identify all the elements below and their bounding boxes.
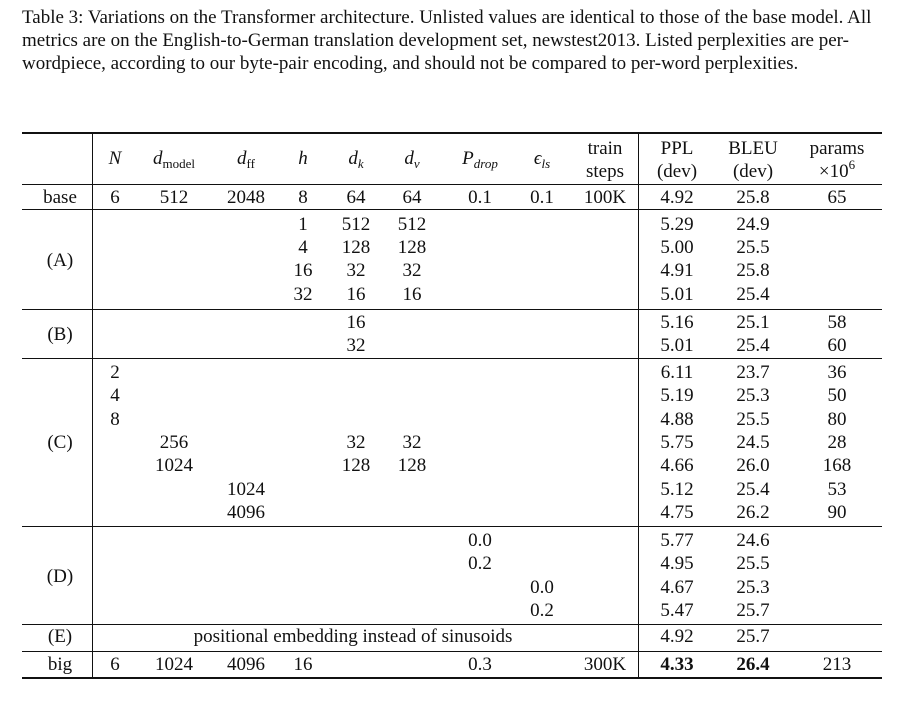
table-cell: 5.75 xyxy=(660,432,694,453)
header-n: N xyxy=(108,148,122,169)
table-caption: Table 3: Variations on the Transformer architecture. Unlisted values are identical to those of the base model. All metrics are on the English-to-German translation development set, newstest2013. Listed perplexities are per-wordpiece, according to our byte-pair encoding, and should not be compared to per-word perplexities. xyxy=(22,7,872,74)
table-cell: 128 xyxy=(397,455,427,476)
table-cell: 6 xyxy=(110,187,120,208)
table-cell: 5.12 xyxy=(660,479,694,500)
table-cell: 32 xyxy=(402,432,422,453)
table-cell: 5.01 xyxy=(660,335,694,356)
table-cell: 16 xyxy=(293,260,313,281)
group-label-big: big xyxy=(47,654,73,675)
table-cell: 0.3 xyxy=(468,654,492,675)
table-cell: 16 xyxy=(293,654,313,675)
table-cell: 168 xyxy=(822,455,852,476)
group-label-base: base xyxy=(43,187,77,208)
table-cell: 2048 xyxy=(227,187,265,208)
table-cell-note: positional embedding instead of sinusoids xyxy=(193,626,513,647)
group-e-rule xyxy=(22,651,882,652)
table-cell: 5.00 xyxy=(660,237,694,258)
header-train: train xyxy=(587,138,623,159)
table-cell-best: 26.4 xyxy=(736,654,770,675)
header-dv: $d_v$ xyxy=(404,148,420,171)
table-cell: 0.0 xyxy=(468,530,492,551)
table-cell: 32 xyxy=(293,284,313,305)
table-cell: 32 xyxy=(346,260,366,281)
right-separator xyxy=(638,132,639,678)
table-cell: 1024 xyxy=(155,654,193,675)
header-ppl: PPL xyxy=(660,138,694,159)
table-cell: 24.9 xyxy=(736,214,770,235)
header-params: params xyxy=(809,138,865,159)
table-cell: 25.4 xyxy=(736,479,770,500)
table-cell: 24.6 xyxy=(736,530,770,551)
header-els: $\epsilon_{ls}$ xyxy=(533,148,551,171)
table-cell: 28 xyxy=(827,432,847,453)
table-cell: 25.8 xyxy=(736,187,770,208)
group-b-rule xyxy=(22,358,882,359)
header-pdrop: $P_{drop}$ xyxy=(462,148,498,171)
table-cell: 32 xyxy=(346,432,366,453)
table-cell: 512 xyxy=(341,214,371,235)
table-cell: 5.01 xyxy=(660,284,694,305)
group-label-a: (A) xyxy=(46,250,74,271)
table-cell: 64 xyxy=(402,187,422,208)
table-cell: 16 xyxy=(402,284,422,305)
table-cell: 4 xyxy=(110,385,120,406)
header-dmodel: $d_{model}$ xyxy=(153,148,195,171)
table-cell: 90 xyxy=(827,502,847,523)
table-cell: 2 xyxy=(110,362,120,383)
table-cell: 64 xyxy=(346,187,366,208)
table-cell: 16 xyxy=(346,312,366,333)
table-cell: 25.5 xyxy=(736,409,770,430)
table-cell: 5.47 xyxy=(660,600,694,621)
table-cell: 16 xyxy=(346,284,366,305)
table-cell: 8 xyxy=(298,187,308,208)
table-cell: 100K xyxy=(583,187,627,208)
table-cell: 25.5 xyxy=(736,237,770,258)
table-cell: 25.3 xyxy=(736,385,770,406)
table-cell: 25.8 xyxy=(736,260,770,281)
table-cell: 4.92 xyxy=(660,187,694,208)
table-cell: 300K xyxy=(583,654,627,675)
table-cell: 65 xyxy=(827,187,847,208)
table-cell: 4.66 xyxy=(660,455,694,476)
table-cell: 128 xyxy=(341,455,371,476)
header-params-scale: $\times 10^6$ xyxy=(818,157,856,182)
table-cell: 512 xyxy=(159,187,189,208)
group-label-d: (D) xyxy=(46,566,74,587)
group-label-b: (B) xyxy=(47,324,73,345)
table-cell: 1 xyxy=(298,214,308,235)
group-d-rule xyxy=(22,624,882,625)
table-cell: 25.1 xyxy=(736,312,770,333)
header-bleu-dev: (dev) xyxy=(732,161,774,182)
header-dk: $d_k$ xyxy=(348,148,364,171)
table-cell: 25.7 xyxy=(736,626,770,647)
table-cell: 0.0 xyxy=(530,577,554,598)
table-cell: 4 xyxy=(298,237,308,258)
table-cell: 25.4 xyxy=(736,284,770,305)
left-separator xyxy=(92,132,93,678)
table-cell: 50 xyxy=(827,385,847,406)
table-cell: 128 xyxy=(341,237,371,258)
table-cell: 25.7 xyxy=(736,600,770,621)
table-cell: 512 xyxy=(397,214,427,235)
header-bleu: BLEU xyxy=(728,138,778,159)
table-cell: 4096 xyxy=(227,502,265,523)
header-steps: steps xyxy=(586,161,624,182)
table-cell: 4.95 xyxy=(660,553,694,574)
table-cell: 60 xyxy=(827,335,847,356)
header-dff: $d_{ff}$ xyxy=(237,148,255,171)
table-cell: 1024 xyxy=(227,479,265,500)
table-cell: 0.1 xyxy=(468,187,492,208)
table-cell: 5.29 xyxy=(660,214,694,235)
table-cell: 5.16 xyxy=(660,312,694,333)
table-cell: 4.88 xyxy=(660,409,694,430)
table-cell: 4.92 xyxy=(660,626,694,647)
table-cell: 25.3 xyxy=(736,577,770,598)
table-cell: 6.11 xyxy=(660,362,694,383)
table-cell: 36 xyxy=(827,362,847,383)
table-cell: 0.2 xyxy=(530,600,554,621)
header-rule xyxy=(22,184,882,185)
table-cell: 1024 xyxy=(155,455,193,476)
table-cell: 25.5 xyxy=(736,553,770,574)
table-cell: 26.0 xyxy=(736,455,770,476)
top-rule xyxy=(22,132,882,134)
group-label-c: (C) xyxy=(47,432,73,453)
table-cell: 53 xyxy=(827,479,847,500)
group-a-rule xyxy=(22,309,882,310)
table-cell: 6 xyxy=(110,654,120,675)
table-cell: 32 xyxy=(402,260,422,281)
table-cell: 80 xyxy=(827,409,847,430)
table-cell: 213 xyxy=(822,654,852,675)
table-cell: 23.7 xyxy=(736,362,770,383)
base-rule xyxy=(22,209,882,210)
header-ppl-dev: (dev) xyxy=(656,161,698,182)
table-cell: 4.67 xyxy=(660,577,694,598)
table-cell: 128 xyxy=(397,237,427,258)
group-c-rule xyxy=(22,526,882,527)
table-cell: 0.2 xyxy=(468,553,492,574)
header-h: h xyxy=(298,148,308,169)
table-cell: 0.1 xyxy=(530,187,554,208)
bottom-rule xyxy=(22,677,882,679)
table-cell: 5.19 xyxy=(660,385,694,406)
table-cell: 24.5 xyxy=(736,432,770,453)
table-cell: 58 xyxy=(827,312,847,333)
table-cell: 25.4 xyxy=(736,335,770,356)
table-cell: 256 xyxy=(159,432,189,453)
table-cell: 26.2 xyxy=(736,502,770,523)
table-cell-best: 4.33 xyxy=(660,654,694,675)
table-cell: 5.77 xyxy=(660,530,694,551)
table-cell: 4096 xyxy=(227,654,265,675)
table-cell: 4.75 xyxy=(660,502,694,523)
table-cell: 4.91 xyxy=(660,260,694,281)
group-label-e: (E) xyxy=(47,626,73,647)
table-cell: 32 xyxy=(346,335,366,356)
table-cell: 8 xyxy=(110,409,120,430)
